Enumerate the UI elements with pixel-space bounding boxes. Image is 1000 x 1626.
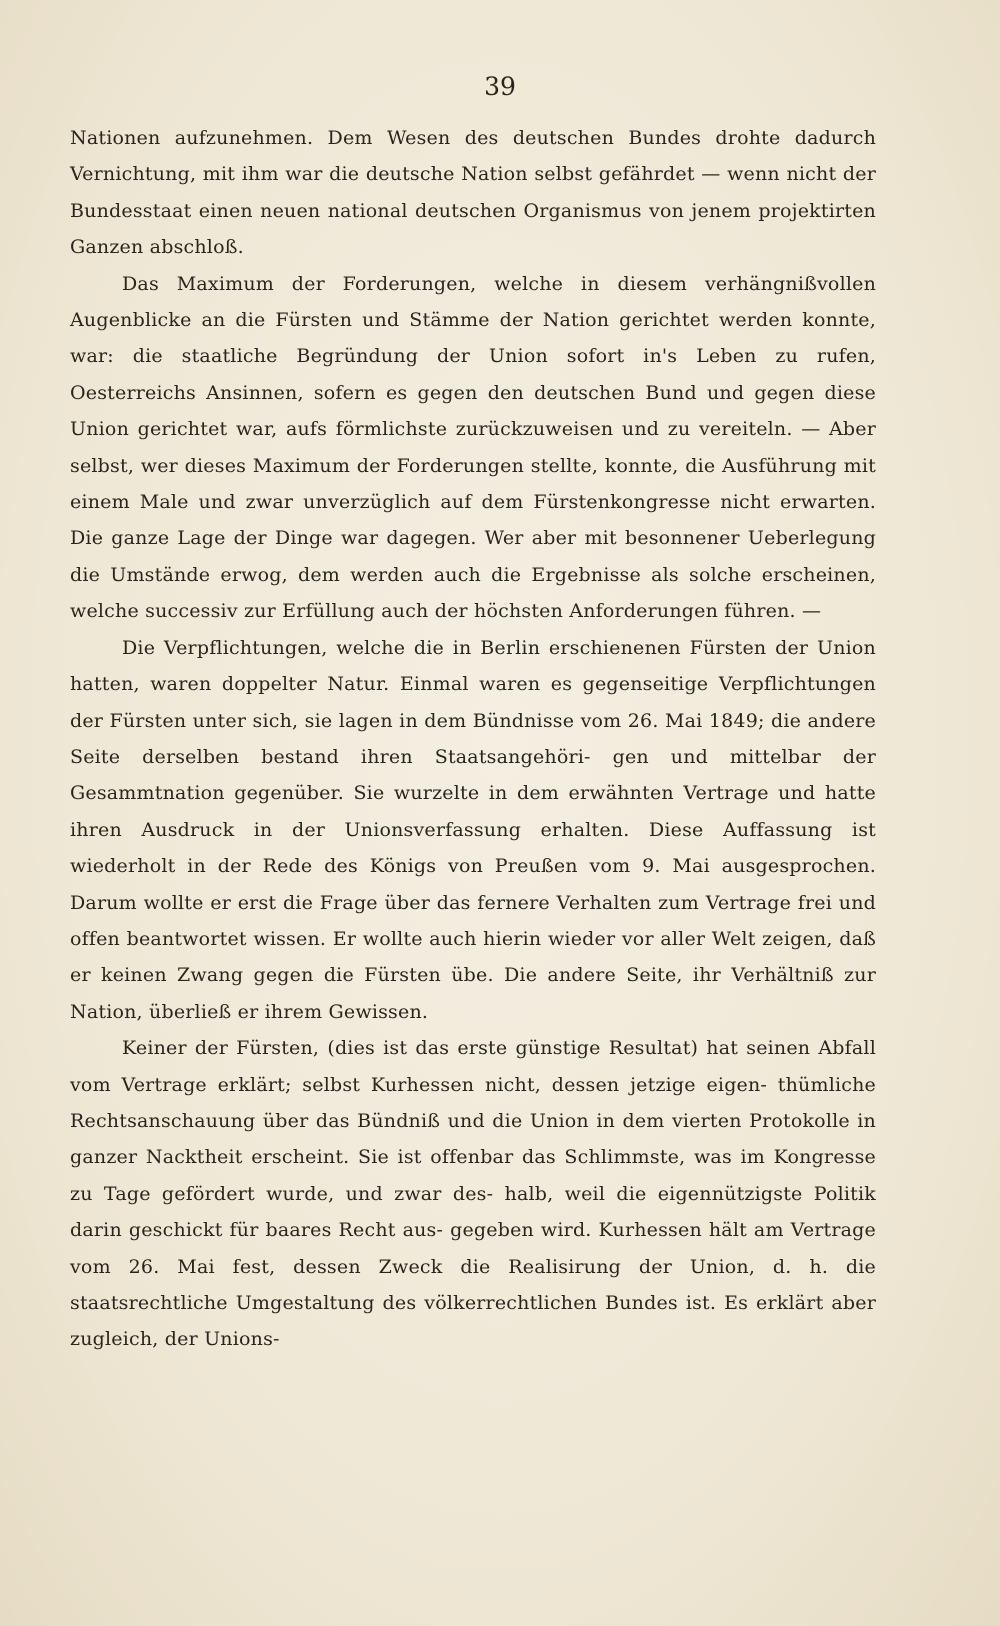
paragraph-3: Die Verpflichtungen, welche die in Berlin erschienenen Fürsten der Union hatten, waren doppelter Natur. Einmal waren es gegenseitige Verpflichtungen der Fürsten unter sich, sie lagen in dem Bündnisse vom 26. Mai 1849; die andere Seite derselben bestand ihren Staatsangehöri- gen und mittelbar der Gesammtnation gegenüber. Sie wurzelte in dem erwähnten Vertrage und hatte ihren Ausdruck in der Unionsverfassung erhalten. Diese Auffassung ist wiederholt in der Rede des Königs von Preußen vom 9. Mai ausgesprochen. Darum wollte er erst die Frage über das fernere Verhalten zum Vertrage frei und offen beantwortet wissen. Er wollte auch hierin wieder vor aller Welt zeigen, daß er keinen Zwang gegen die Fürsten übe. Die andere Seite, ihr Verhältniß zur Nation, überließ er ihrem Gewissen. (70, 636, 876, 1023)
paragraph-1: Nationen aufzunehmen. Dem Wesen des deutschen Bundes drohte dadurch Vernichtung, mit ihm war die deutsche Nation selbst gefährdet — wenn nicht der Bundesstaat einen neuen national deutschen Organismus von jenem projektirten Ganzen abschloß. (70, 127, 876, 259)
paragraph-2: Das Maximum der Forderungen, welche in diesem verhängnißvollen Augenblicke an die Fürsten und Stämme der Nation gerichtet werden konnte, war: die staatliche Begründung der Union sofort in's Leben zu rufen, Oesterreichs Ansinnen, sofern es gegen den deutschen Bund und gegen diese Union gerichtet war, aufs förmlichste zurückzuweisen und zu vereiteln. — Aber selbst, wer dieses Maximum der Forderungen stellte, konnte, die Ausführung mit einem Male und zwar unverzüglich auf dem Fürstenkongresse nicht erwarten. Die ganze Lage der Dinge war dagegen. Wer aber mit besonnener Ueberlegung die Umstände erwog, dem werden auch die Ergebnisse als solche erscheinen, welche successiv zur Erfüllung auch der höchsten Anforderungen führen. — (70, 272, 876, 623)
page-number: 39 (484, 72, 516, 101)
paragraph-4: Keiner der Fürsten, (dies ist das erste günstige Resultat) hat seinen Abfall vom Vertrage erklärt; selbst Kurhessen nicht, dessen jetzige eigen- thümliche Rechtsanschauung über das Bündniß und die Union in dem vierten Protokolle in ganzer Nacktheit erscheint. Sie ist offenbar das Schlimmste, was im Kongresse zu Tage gefördert wurde, und zwar des- halb, weil die eigennützigste Politik darin geschickt für baares Recht aus- gegeben wird. Kurhessen hält am Vertrage vom 26. Mai fest, dessen Zweck die Realisirung der Union, d. h. die staatsrechtliche Umgestaltung des völkerrechtlichen Bundes ist. Es erklärt aber zugleich, der Unions- (70, 1037, 876, 1351)
body-text (70, 120, 876, 1358)
